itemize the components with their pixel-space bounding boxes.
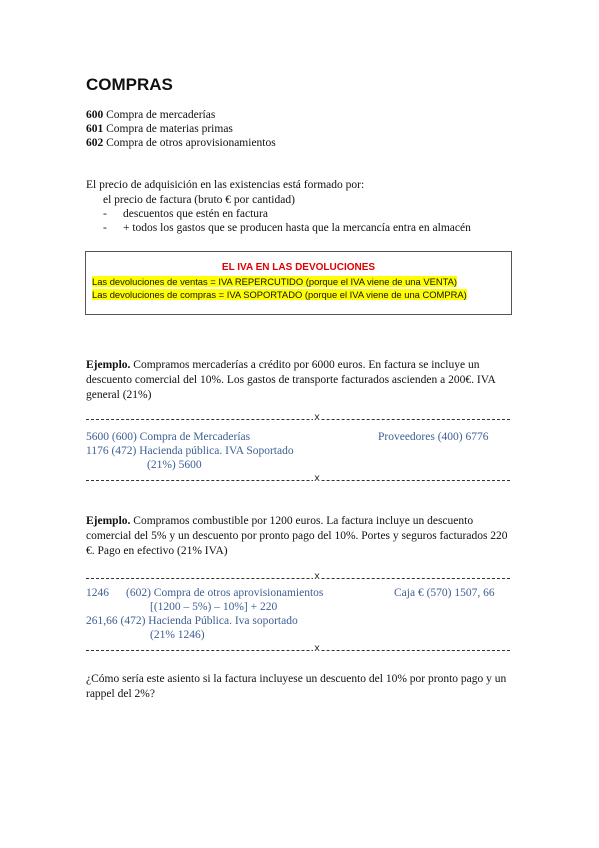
account-item-601	[86, 122, 233, 136]
highlighted-line: Las devoluciones de ventas = IVA REPERCUTIDO (porque el IVA viene de una VENTA)	[92, 276, 458, 287]
intro-bullet: descuentos que estén en factura	[123, 208, 268, 220]
example-label: Ejemplo.	[86, 515, 131, 527]
journal-debit-line: (21%) 5600	[147, 459, 202, 471]
intro-line: El precio de adquisición en las existencias está formado por:	[86, 179, 365, 191]
separator-mark: x	[314, 571, 321, 582]
separator-mark: x	[314, 412, 321, 423]
question-paragraph: ¿Cómo sería este asiento si la factura incluyese un descuento del 10% por pronto pago y un rappel del 2%?	[86, 673, 507, 700]
journal-debit-line: 261,66 (472) Hacienda Pública. Iva soportado	[86, 615, 298, 627]
account-code: 602	[86, 137, 104, 149]
journal-debit-amount: 1246	[86, 587, 109, 599]
account-item-602	[86, 136, 276, 150]
journal-separator	[86, 573, 510, 583]
journal-separator	[86, 414, 510, 424]
account-item-600	[86, 108, 215, 122]
journal-debit-line: 5600 (600) Compra de Mercaderías	[86, 431, 251, 443]
journal-separator	[86, 475, 510, 485]
journal-credit-line: Proveedores (400) 6776	[378, 431, 489, 443]
example-text: Compramos mercaderías a crédito por 6000 euros. En factura se incluye un descuento comercial del 10%. Los gastos de transporte facturados ascienden a 200€. IVA general (21%)	[86, 359, 496, 401]
separator-mark: x	[314, 473, 321, 484]
account-code: 600	[86, 109, 104, 121]
journal-credit-line: Caja € (570) 1507, 66	[394, 587, 495, 599]
example-text: Compramos combustible por 1200 euros. La factura incluye un descuento comercial del 5% y un descuento por pronto pago del 10%. Portes y seguros facturados 220 €. Pago en efectivo (21% IVA)	[86, 515, 508, 557]
account-name: Compra de mercaderías	[106, 109, 216, 121]
account-name: Compra de materias primas	[106, 123, 233, 135]
journal-debit-line: 1176 (472) Hacienda pública. IVA Soportado	[86, 445, 294, 457]
separator-mark: x	[314, 643, 321, 654]
box-title: EL IVA EN LAS DEVOLUCIONES	[221, 262, 376, 273]
intro-bullet-marker: -	[103, 222, 107, 234]
example-label: Ejemplo.	[86, 359, 131, 371]
highlighted-line: Las devoluciones de compras = IVA SOPORTADO (porque el IVA viene de una COMPRA)	[92, 289, 467, 300]
journal-debit-line: (602) Compra de otros aprovisionamientos	[126, 587, 324, 599]
intro-bullet: + todos los gastos que se producen hasta que la mercancía entra en almacén	[123, 222, 471, 234]
example-2-paragraph	[86, 514, 510, 559]
journal-separator	[86, 645, 510, 655]
account-name: Compra de otros aprovisionamientos	[106, 137, 276, 149]
iva-devoluciones-box	[85, 251, 512, 315]
example-1-paragraph	[86, 358, 510, 403]
account-code: 601	[86, 123, 104, 135]
journal-debit-line: (21% 1246)	[150, 629, 205, 641]
intro-subline: el precio de factura (bruto € por cantidad)	[103, 194, 295, 206]
journal-calculation: [(1200 – 5%) – 10%] + 220	[150, 601, 278, 613]
page-title: COMPRAS	[86, 75, 173, 94]
intro-bullet-marker: -	[103, 208, 107, 220]
